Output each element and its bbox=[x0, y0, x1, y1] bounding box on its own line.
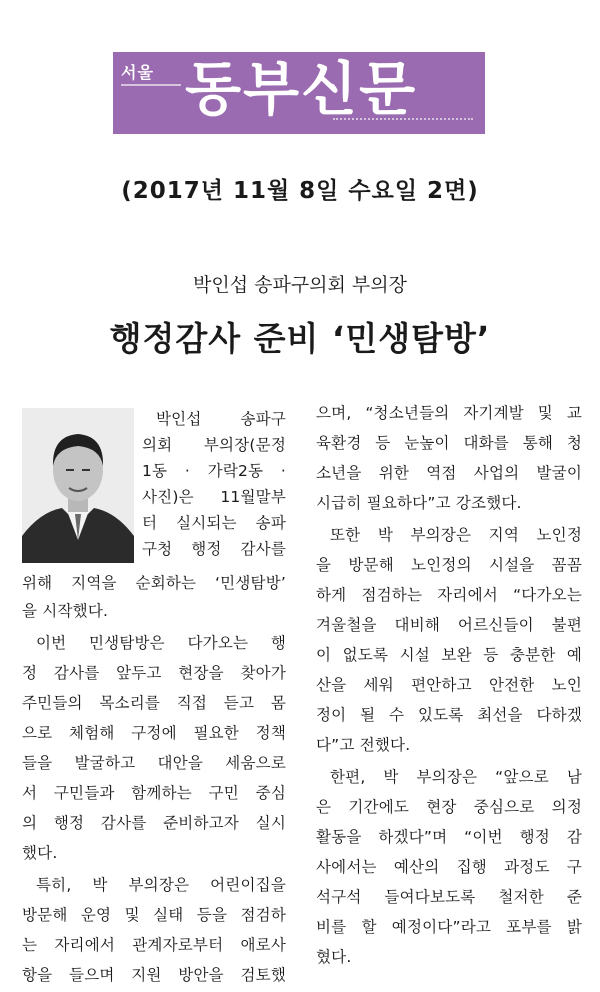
article-line: 한편, 박 부의장은 “앞으로 남 bbox=[330, 768, 582, 786]
article-line: 방문해 운영 및 실태 등을 점검하 bbox=[22, 906, 286, 924]
article-line: 하게 점검하는 자리에서 “다가오는 bbox=[316, 586, 582, 604]
masthead-title: 동부신문 bbox=[185, 55, 418, 123]
masthead-region-label: 서울 bbox=[121, 60, 154, 83]
article-line: 구청 행정 감사를 bbox=[142, 540, 286, 558]
article-line: 항을 들으며 지원 방안을 검토했 bbox=[22, 966, 286, 984]
article-line: 석구석 들여다보도록 철저한 준 bbox=[316, 888, 582, 906]
article-line: 육환경 등 눈높이 대화를 통해 청 bbox=[316, 434, 582, 452]
article-line: 을 방문해 노인정의 시설을 꼼꼼 bbox=[316, 556, 582, 574]
article-line: 으로 체험해 구정에 필요한 정책 bbox=[22, 724, 286, 742]
article-line: 들을 발굴하고 대안을 세움으로 bbox=[22, 754, 286, 772]
masthead-decoration bbox=[333, 118, 473, 126]
article-line: 박인섭 송파구 bbox=[156, 410, 286, 428]
article-line: 사에서는 예산의 집행 과정도 구 bbox=[316, 858, 582, 876]
article-line: 또한 박 부의장은 지역 노인정 bbox=[330, 526, 582, 544]
article-line: 서 구민들과 함께하는 구민 중심 bbox=[22, 784, 286, 802]
article-line: 이 없도록 시설 보완 등 충분한 예 bbox=[316, 646, 582, 664]
article-headline: 행정감사 준비 ‘민생탐방’ bbox=[109, 319, 491, 358]
article-line: 사진)은 11월말부 bbox=[142, 488, 286, 506]
article-line: 했다. bbox=[22, 844, 58, 862]
article-subhead: 박인섭 송파구의회 부의장 bbox=[193, 274, 407, 296]
article-line: 다”고 전했다. bbox=[316, 736, 411, 754]
publication-dateline: (2017년 11월 8일 수요일 2면) bbox=[121, 178, 479, 204]
portrait-illustration bbox=[22, 408, 134, 563]
article-line: 을 시작했다. bbox=[22, 602, 109, 620]
article-line: 특히, 박 부의장은 어린이집을 bbox=[36, 876, 286, 894]
article-line: 터 실시되는 송파 bbox=[142, 514, 286, 532]
article-line: 으며, “청소년들의 자기계발 및 교 bbox=[316, 404, 582, 422]
article-line: 는 자리에서 관계자로부터 애로사 bbox=[22, 936, 286, 954]
article-line: 활동을 하겠다”며 “이번 행정 감 bbox=[316, 828, 582, 846]
article-line: 정이 될 수 있도록 최선을 다하겠 bbox=[316, 706, 582, 724]
portrait-photo bbox=[22, 408, 134, 563]
article-line: 혔다. bbox=[316, 948, 352, 966]
article-line: 위해 지역을 순회하는 ‘민생탐방’ bbox=[22, 574, 286, 592]
article-line: 시급히 필요하다”고 강조했다. bbox=[316, 494, 522, 512]
article-line: 정 감사를 앞두고 현장을 찾아가 bbox=[22, 664, 286, 682]
newspaper-masthead bbox=[113, 52, 485, 134]
article-line: 비를 할 예정이다”라고 포부를 밝 bbox=[316, 918, 582, 936]
article-line: 의회 부의장(문정 bbox=[142, 436, 286, 454]
article-line: 1동 · 가락2동 · bbox=[142, 462, 286, 480]
article-line: 소년을 위한 역점 사업의 발굴이 bbox=[316, 464, 582, 482]
article-line: 은 기간에도 현장 중심으로 의정 bbox=[316, 798, 582, 816]
article-line: 산을 세워 편안하고 안전한 노인 bbox=[316, 676, 582, 694]
article-line: 겨울철을 대비해 어르신들이 불편 bbox=[316, 616, 582, 634]
article-line: 주민들의 목소리를 직접 듣고 몸 bbox=[22, 694, 286, 712]
article-line: 이번 민생탐방은 다가오는 행 bbox=[36, 634, 286, 652]
article-line: 의 행정 감사를 준비하고자 실시 bbox=[22, 814, 286, 832]
